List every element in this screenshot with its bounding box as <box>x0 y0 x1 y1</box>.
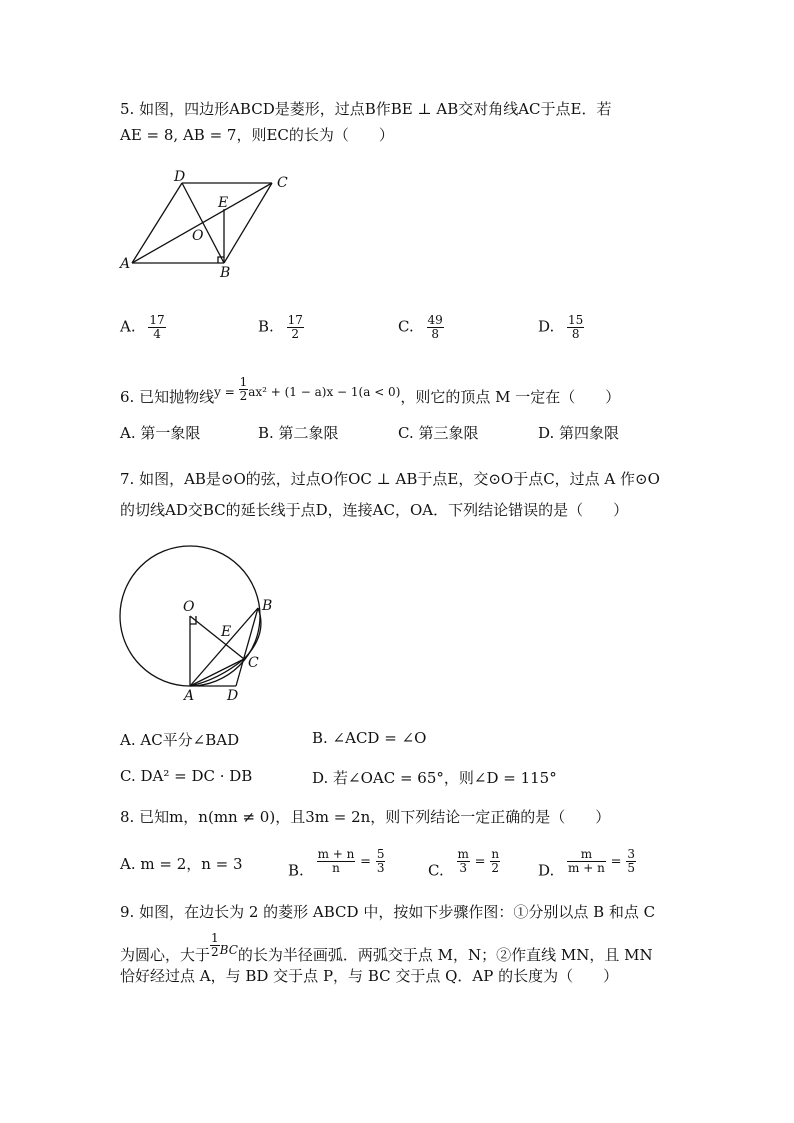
q7-option-c[interactable]: C. DA² = DC · DB <box>120 767 253 785</box>
option-num: m <box>457 847 469 861</box>
q9-line3: 恰好经过点 A，与 BD 交于点 P，与 BC 交于点 Q．AP 的长度为（ ） <box>120 967 619 985</box>
option-den: 4 <box>153 327 161 341</box>
q7-line2: 的切线AD交BC的延长线于点D，连接AC，OA．下列结论错误的是（ ） <box>120 501 629 519</box>
q6-option-c[interactable]: C. 第三象限 <box>398 424 479 442</box>
q7-label-a: A <box>184 688 195 704</box>
q5-label-d: D <box>174 169 186 185</box>
q7-label-c: C <box>248 655 259 671</box>
option-den: 8 <box>571 327 580 341</box>
q7-label-e: E <box>221 624 232 640</box>
q5-label-b: B <box>220 265 231 281</box>
q5-rhombus-figure <box>110 165 310 285</box>
q6-eq-y: y = <box>214 385 239 399</box>
q5-option-b[interactable] <box>258 314 304 341</box>
q9-frac-num: 1 <box>211 931 219 945</box>
q5-line2: AE = 8, AB = 7，则EC的长为（ ） <box>120 126 394 144</box>
q9-bc: BC <box>219 943 238 957</box>
q7-option-b[interactable]: B. ∠ACD = ∠O <box>312 729 427 747</box>
option-num: 17 <box>287 313 303 327</box>
option-rhs-den: 2 <box>491 861 500 875</box>
q7-label-o: O <box>183 599 195 615</box>
option-den: 3 <box>459 861 468 875</box>
option-num: m + n <box>317 847 355 861</box>
q7-option-a[interactable]: A. AC平分∠BAD <box>120 731 240 749</box>
option-num: 49 <box>427 313 443 327</box>
q6-suffix: ，则它的顶点 M 一定在（ ） <box>400 388 621 406</box>
q6-option-d[interactable]: D. 第四象限 <box>538 424 620 442</box>
option-rhs-den: 3 <box>376 861 385 875</box>
option-rhs-den: 5 <box>627 861 635 875</box>
option-letter: D. <box>538 317 555 336</box>
option-letter: A. <box>120 317 136 336</box>
q5-option-d[interactable] <box>538 314 584 341</box>
option-den: 8 <box>431 327 439 341</box>
option-num: 15 <box>568 313 584 327</box>
option-letter: C. <box>428 861 444 880</box>
q9-line1: 9. 如图，在边长为 2 的菱形 ABCD 中，按如下步骤作图：①分别以点 B 和点 C <box>120 903 656 921</box>
option-den: m + n <box>568 861 605 875</box>
q5-line1: 5. 如图，四边形ABCD是菱形，过点B作BE ⊥ AB交对角线AC于点E．若 <box>120 100 612 118</box>
q7-circle-figure <box>110 540 300 705</box>
option-rhs-num: 5 <box>376 847 385 861</box>
q5-option-a[interactable] <box>120 314 166 341</box>
option-rhs-num: 3 <box>627 847 635 861</box>
q6-eq-den: 2 <box>239 389 248 403</box>
q6-eq-rest: ax² + (1 − a)x − 1(a < 0) <box>248 385 401 399</box>
q5-label-a: A <box>120 256 131 272</box>
q8-option-c[interactable]: C. $\frac{m}{3}$ = $\frac{n}{2}$ <box>428 847 500 880</box>
q5-label-e: E <box>218 195 229 211</box>
q8-option-b[interactable]: B. $\frac{m + n}{n}$ = $\frac{5}{3}$ <box>288 847 385 880</box>
q6-line <box>120 376 620 408</box>
q5-label-o: O <box>192 228 204 244</box>
q6-option-a[interactable]: A. 第一象限 <box>120 424 201 442</box>
q7-option-d[interactable]: D. 若∠OAC = 65°，则∠D = 115° <box>312 769 557 787</box>
option-letter: B. <box>288 861 304 880</box>
q7-label-d: D <box>227 688 239 704</box>
q6-eq-num: 1 <box>239 375 248 389</box>
q7-line1: 7. 如图，AB是⊙O的弦，过点O作OC ⊥ AB于点E，交⊙O于点C，过点 A 作⊙O <box>120 470 660 488</box>
q9-line2-pre: 为圆心，大于 <box>120 946 211 964</box>
q5-option-c[interactable] <box>398 314 444 341</box>
q7-label-b: B <box>262 598 273 614</box>
option-letter: B. <box>258 317 274 336</box>
option-letter: D. <box>538 861 555 880</box>
option-num: m <box>567 848 606 862</box>
option-letter: C. <box>398 317 414 336</box>
q8-option-a[interactable]: A. m = 2，n = 3 <box>120 855 243 873</box>
q8-line1: 8. 已知m，n(mn ≠ 0)，且3m = 2n，则下列结论一定正确的是（ ） <box>120 808 611 826</box>
option-den: n <box>332 861 340 875</box>
option-num: 17 <box>149 313 165 327</box>
q9-line2-post: 的长为半径画弧．两弧交于点 M，N；②作直线 MN，且 MN <box>237 946 653 964</box>
q5-label-c: C <box>277 175 288 191</box>
q9-frac-den: 2 <box>211 945 219 959</box>
q6-option-b[interactable]: B. 第二象限 <box>258 424 339 442</box>
option-rhs-num: n <box>491 847 500 861</box>
option-den: 2 <box>291 327 300 341</box>
q6-prefix: 6. 已知抛物线 <box>120 388 215 406</box>
q8-option-d[interactable]: D. $\frac{m}{m + n}$ = $\frac{3}{5}$ <box>538 847 635 880</box>
q9-line2 <box>120 932 653 966</box>
